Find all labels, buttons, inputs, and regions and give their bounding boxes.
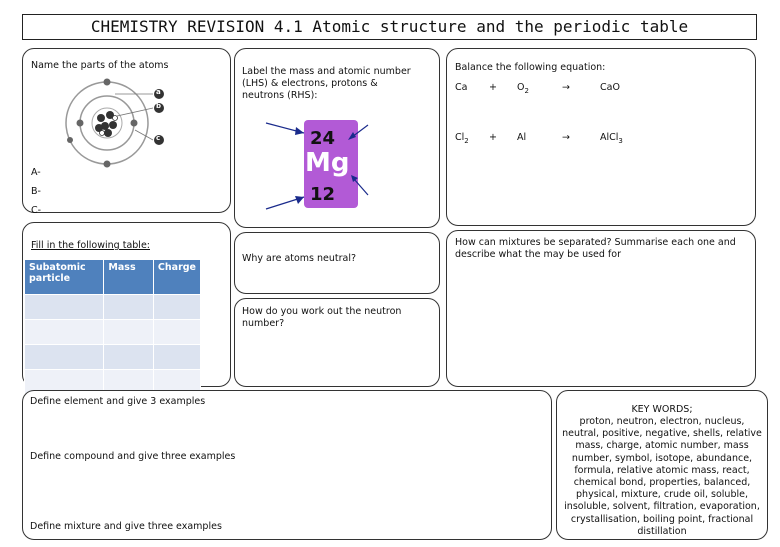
eq2-reactant-a: $Cl_2$ <box>455 132 469 145</box>
atom-diagram <box>55 78 180 168</box>
eq1-arrow: → <box>562 82 570 93</box>
eq2-reactant-b: Al <box>517 132 527 143</box>
header-charge: Charge <box>153 260 200 295</box>
table-row <box>25 345 201 370</box>
define-box <box>22 390 552 540</box>
neutron-prompt: How do you work out the neutron number? <box>242 306 402 329</box>
neutral-prompt: Why are atoms neutral? <box>242 253 357 264</box>
cell[interactable] <box>153 295 200 320</box>
header-mass: Mass <box>104 260 154 295</box>
atom-parts-prompt: Name the parts of the atoms <box>31 60 169 71</box>
diagram-letter-b: b <box>156 102 162 110</box>
define-compound-prompt: Define compound and give three examples <box>30 451 236 462</box>
mixtures-prompt: How can mixtures be separated? Summarise each one and describe what the may be used for <box>455 237 736 260</box>
label-prompt: Label the mass and atomic number (LHS) & electrons, protons & neutrons (RHS): <box>242 66 411 101</box>
table-prompt: Fill in the following table: <box>31 240 150 251</box>
keywords-heading: KEY WORDS; <box>631 404 693 415</box>
define-mixture-prompt: Define mixture and give three examples <box>30 521 222 532</box>
cell[interactable] <box>104 320 154 345</box>
keywords-list: proton, neutron, electron, nucleus, neutral, positive, negative, shells, relative mass, charge, atomic number, mass number, symbol, isotope, abundance, formula, relative atomic mass, react, chemical bond, properties, balanced, physical, mixture, crude oil, soluble, insoluble, solvent, filtration, evaporation, crystallisation, boiling point, fractional distillation <box>562 416 762 537</box>
page-title: CHEMISTRY REVISION 4.1 Atomic structure and the periodic table <box>22 14 757 40</box>
part-a: A- <box>31 167 41 178</box>
mass-number: 24 <box>310 128 336 149</box>
eq2-arrow: → <box>562 132 570 143</box>
cell[interactable] <box>25 320 104 345</box>
eq1-product: CaO <box>600 82 620 93</box>
element-symbol: Mg <box>305 148 350 178</box>
define-element-prompt: Define element and give 3 examples <box>30 396 206 407</box>
eq1-reactant-b: $O_2$ <box>517 82 529 95</box>
header-particle: Subatomic particle <box>25 260 104 295</box>
cell[interactable] <box>104 345 154 370</box>
table-row <box>25 320 201 345</box>
eq2-plus: + <box>489 132 497 143</box>
atomic-number: 12 <box>310 184 336 205</box>
part-b: B- <box>31 186 41 197</box>
cell[interactable] <box>104 295 154 320</box>
diagram-letter-c: c <box>156 134 161 142</box>
eq1-reactant-a: Ca <box>455 82 468 93</box>
part-c: C- <box>31 205 42 216</box>
eq1-plus: + <box>489 82 497 93</box>
eq2-product: AlCl$_3$ <box>600 132 623 145</box>
subatomic-table <box>24 259 201 395</box>
cell[interactable] <box>153 345 200 370</box>
diagram-letter-a: a <box>156 88 161 96</box>
cell[interactable] <box>25 295 104 320</box>
balance-prompt: Balance the following equation: <box>455 62 606 73</box>
cell[interactable] <box>153 320 200 345</box>
cell[interactable] <box>25 345 104 370</box>
table-row <box>25 295 201 320</box>
